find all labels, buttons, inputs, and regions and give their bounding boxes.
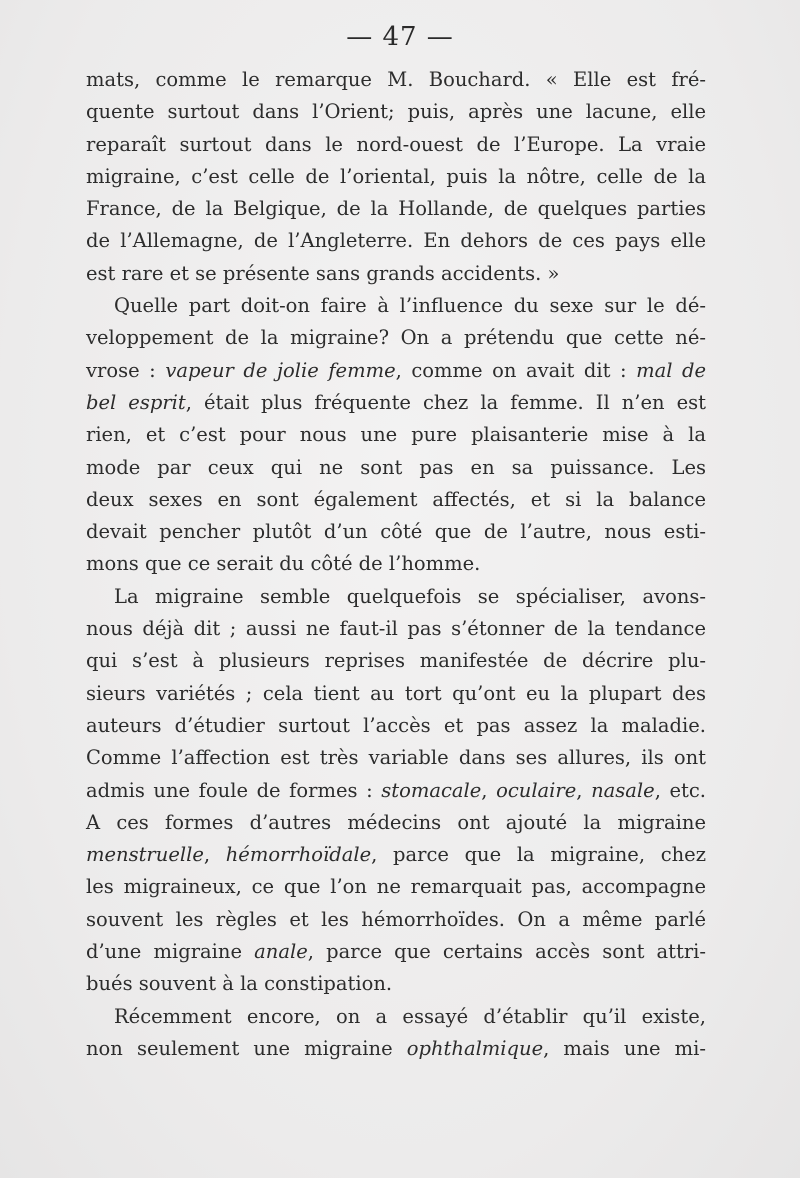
text-run: , comme on avait dit : — [395, 358, 637, 382]
page-number-header: — 47 — — [346, 22, 454, 52]
text-line: veloppement de la migraine? On a prétendu que cette né- — [86, 326, 706, 350]
text-run: , mais une mi- — [543, 1036, 706, 1060]
text-line: mode par ceux qui ne sont pas en sa puissance. Les — [86, 455, 706, 479]
text-run: , — [576, 778, 592, 802]
italic-run: vapeur de jolie femme — [165, 358, 396, 382]
text-line — [86, 1033, 706, 1065]
text-run: vrose : — [86, 358, 166, 382]
text-line: nous déjà dit ; aussi ne faut-il pas s’étonner de la tendance — [86, 617, 706, 641]
body-text — [86, 64, 706, 1065]
text-run: , parce que la migraine, chez — [371, 843, 706, 867]
text-run: d’une migraine — [86, 940, 255, 964]
paragraph — [86, 581, 706, 1001]
italic-run: anale — [254, 940, 308, 964]
text-run: , etc. — [654, 778, 706, 802]
paragraph — [86, 64, 706, 290]
text-line — [86, 839, 706, 871]
text-line: Comme l’affection est très variable dans ses allures, ils ont — [86, 746, 706, 770]
text-line: mats, comme le remarque M. Bouchard. « Elle est fré- — [86, 68, 706, 91]
text-line — [86, 355, 706, 387]
italic-run: ophthalmique — [406, 1036, 544, 1060]
italic-run: menstruelle — [86, 843, 204, 867]
text-line: A ces formes d’autres médecins ont ajouté la migraine — [86, 810, 706, 834]
text-line: mons que ce serait du côté de l’homme. — [86, 552, 481, 576]
text-line: Récemment encore, on a essayé d’établir qu’il existe, — [114, 1004, 706, 1028]
italic-run: nasale — [591, 778, 655, 802]
text-run: non seulement une migraine — [86, 1036, 407, 1060]
text-line: Quelle part doit-on faire à l’influence du sexe sur le dé- — [114, 294, 706, 318]
text-line — [86, 775, 706, 807]
italic-run: bel esprit — [86, 390, 186, 414]
text-line: La migraine semble quelquefois se spécialiser, avons- — [114, 584, 706, 608]
italic-run: mal de — [636, 358, 707, 382]
paragraph — [86, 290, 706, 581]
text-line: de l’Allemagne, de l’Angleterre. En dehors de ces pays elle — [86, 229, 706, 253]
text-line: bués souvent à la constipation. — [86, 972, 393, 996]
text-line: qui s’est à plusieurs reprises manifestée de décrire plu- — [86, 649, 706, 673]
paragraph — [86, 1001, 706, 1066]
text-line: France, de la Belgique, de la Hollande, de quelques parties — [86, 197, 706, 221]
italic-run: stomacale — [381, 778, 482, 802]
text-line: devait pencher plutôt d’un côté que de l’autre, nous esti- — [86, 520, 706, 544]
text-line: rien, et c’est pour nous une pure plaisanterie mise à la — [86, 423, 706, 447]
text-run: , était plus fréquente chez la femme. Il n’en est — [185, 390, 706, 414]
text-line: deux sexes en sont également affectés, et si la balance — [86, 487, 706, 511]
text-run: , — [203, 843, 226, 867]
text-line: reparaît surtout dans le nord-ouest de l’Europe. La vraie — [86, 132, 706, 156]
text-line: quente surtout dans l’Orient; puis, après une lacune, elle — [86, 100, 706, 124]
text-line: sieurs variétés ; cela tient au tort qu’ont eu la plupart des — [86, 681, 706, 705]
text-line: est rare et se présente sans grands accidents. » — [86, 261, 560, 285]
italic-run: oculaire — [496, 778, 577, 802]
text-line: migraine, c’est celle de l’oriental, puis la nôtre, celle de la — [86, 164, 706, 188]
text-run: admis une foule de formes : — [86, 778, 382, 802]
text-line: souvent les règles et les hémorrhoïdes. On a même parlé — [86, 907, 706, 931]
text-run: , — [481, 778, 497, 802]
text-line — [86, 936, 706, 968]
text-line: auteurs d’étudier surtout l’accès et pas assez la maladie. — [86, 713, 706, 737]
text-line: les migraineux, ce que l’on ne remarquait pas, accompagne — [86, 875, 706, 899]
text-run: , parce que certains accès sont attri- — [307, 940, 707, 964]
italic-run: hémorrhoïdale — [225, 843, 372, 867]
text-line — [86, 387, 706, 419]
